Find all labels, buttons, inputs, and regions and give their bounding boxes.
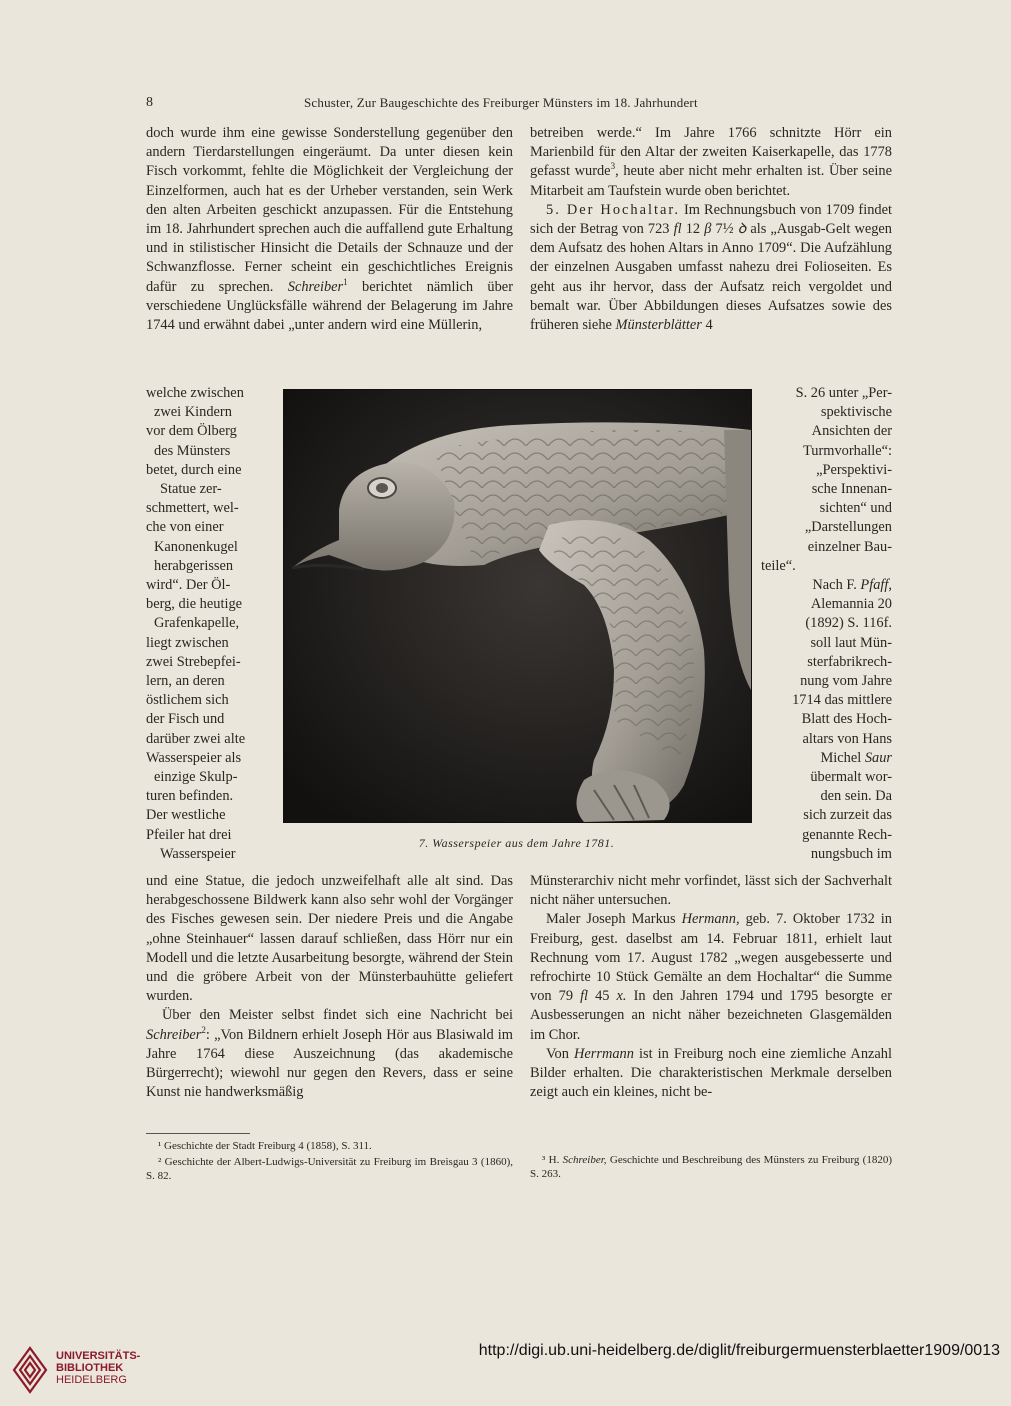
currency-schilling: β bbox=[704, 221, 712, 238]
currency-florin: fl bbox=[580, 988, 589, 1005]
paragraph-text: 4 bbox=[701, 317, 713, 334]
text-line: einzige Skulp- bbox=[154, 769, 238, 786]
text-line: „Perspektivi- bbox=[816, 461, 892, 478]
currency-pfennig: ꝺ bbox=[737, 221, 747, 238]
library-name bbox=[56, 1350, 140, 1386]
currency-florin: fl bbox=[673, 221, 682, 238]
text-line: betet, durch eine bbox=[146, 461, 242, 478]
text-line: che von einer bbox=[146, 519, 224, 536]
text-line: den sein. Da bbox=[820, 788, 892, 805]
text-line: zwei Kindern bbox=[154, 404, 232, 421]
left-wrap-text bbox=[146, 384, 258, 864]
text-line: schmettert, wel- bbox=[146, 500, 239, 517]
text-line: Blatt des Hoch- bbox=[801, 711, 892, 728]
footnotes-right bbox=[530, 1153, 892, 1183]
text-line: einzelner Bau- bbox=[807, 538, 892, 555]
text-line: östlichem sich bbox=[146, 692, 229, 709]
text-line: altars von Hans bbox=[802, 730, 892, 747]
painter-name: Herrmann bbox=[573, 1045, 634, 1062]
footnote-3 bbox=[530, 1153, 892, 1181]
text-line: herabgerissen bbox=[154, 557, 234, 574]
text-line: Pfeiler hat drei bbox=[146, 826, 232, 843]
text-line: „Darstellungen bbox=[804, 519, 892, 536]
footnotes-left bbox=[146, 1139, 513, 1185]
footnote-text: Geschichte und Beschreibung des Münsters zu Freiburg (1820) S. 263. bbox=[530, 1154, 892, 1180]
paragraph-text: ist in Freiburg noch eine ziemliche Anzahl Bilder erhalten. Die charakteristischen Merkmale derselben zeigt auch ein kleines, nicht be- bbox=[530, 1045, 892, 1101]
text-line: sche Innenan- bbox=[811, 481, 892, 498]
text-line: sich zurzeit das bbox=[803, 807, 892, 824]
paragraph-text: In den Jahren 1794 und 1795 besorgte er Ausbesserungen an nicht näher bezeichneten Glasgemälden im Chor. bbox=[530, 988, 892, 1043]
library-name-line: UNIVERSITÄTS- bbox=[56, 1350, 141, 1362]
paragraph-text: Über den Meister selbst findet sich eine Nachricht bei bbox=[162, 1007, 513, 1024]
text-line: nungsbuch im bbox=[810, 845, 892, 862]
right-wrap-text bbox=[758, 384, 892, 864]
text-fragment: Nach F. bbox=[812, 577, 861, 594]
paragraph-text: Im Rechnungsbuch von 1709 findet sich der Betrag von 723 bbox=[530, 201, 892, 238]
library-name-line: HEIDELBERG bbox=[56, 1374, 127, 1386]
footnote-mark: 1 bbox=[343, 276, 348, 287]
text-line: S. 26 unter „Per- bbox=[795, 385, 892, 401]
text-line: der Fisch und bbox=[146, 711, 225, 728]
text-line: sichten“ und bbox=[819, 500, 892, 517]
text-line: Wasserspeier bbox=[160, 845, 236, 862]
text-line: genannte Rech- bbox=[802, 826, 892, 843]
text-line: berg, die heutige bbox=[146, 596, 243, 613]
text-line: zwei Strebepfei- bbox=[146, 653, 241, 670]
footnote-text: ³ H. bbox=[542, 1154, 563, 1166]
paragraph-text: 45 bbox=[588, 988, 617, 1005]
text-line: darüber zwei alte bbox=[146, 730, 246, 747]
author-name: Schreiber bbox=[287, 278, 344, 295]
currency-kreuzer: x. bbox=[616, 988, 627, 1005]
running-title: Schuster, Zur Baugeschichte des Freiburger Münsters im 18. Jahrhundert bbox=[304, 95, 698, 110]
text-line: wird“. Der Öl- bbox=[146, 577, 231, 594]
text-line: soll laut Mün- bbox=[810, 634, 892, 651]
author-name: Saur bbox=[864, 749, 892, 766]
text-line: Alemannia 20 bbox=[810, 596, 892, 613]
text-fragment: Michel bbox=[820, 749, 865, 766]
text-line: 1714 das mittlere bbox=[792, 692, 892, 709]
paragraph-text: , heute aber nicht mehr erhalten ist. Über seine Mitarbeit am Taufstein wurde oben berichtet. bbox=[530, 163, 892, 199]
text-line: lern, an deren bbox=[146, 673, 225, 690]
page-number: 8 bbox=[146, 95, 153, 110]
text-line: des Münsters bbox=[154, 442, 231, 459]
fish-gargoyle-image bbox=[284, 390, 751, 822]
painter-name: Hermann, bbox=[681, 911, 740, 928]
text-line: (1892) S. 116f. bbox=[805, 615, 892, 632]
text-line bbox=[758, 576, 892, 595]
left-column-top bbox=[146, 124, 513, 335]
paragraph-text: doch wurde ihm eine gewisse Sonderstellung gegenüber den andern Tierdarstellungen eingeräumt. Da unter diesen kein Fisch vorkommt, fehlte die Möglichkeit der Vergleichung der Einzelformen, auch hat es der Urheber verstanden, sein Werk den alten Arbeiten geschickt anzupassen. Für die Entstehung im 18. Jahrhundert sprechen auch die auffallend gute Erhaltung und in stilistischer Hinsicht die Details der Schnauze und der Schwanzflosse. Ferner scheint ein geschichtliches Ereignis dafür zu sprechen. bbox=[146, 125, 513, 295]
right-column-top bbox=[530, 124, 892, 335]
paragraph-text: Von bbox=[546, 1045, 574, 1062]
footnote-2: ² Geschichte der Albert-Ludwigs-Universität zu Freiburg im Breisgau 3 (1860), S. 82. bbox=[146, 1156, 513, 1182]
footnote-mark: 3 bbox=[610, 161, 616, 172]
text-line: Kanonenkugel bbox=[154, 538, 238, 555]
left-column-bottom bbox=[146, 872, 513, 1102]
footnote-divider bbox=[146, 1133, 250, 1134]
footnote-mark: 2 bbox=[201, 1024, 206, 1035]
text-line: Ansichten der bbox=[811, 423, 892, 440]
paragraph-text: 7½ bbox=[711, 221, 738, 238]
text-line: Grafenkapelle, bbox=[154, 615, 240, 632]
gargoyle-photograph bbox=[283, 389, 752, 823]
caption-text: 7. Wasserspeier aus dem Jahre 1781. bbox=[418, 836, 615, 850]
text-line bbox=[758, 749, 892, 768]
text-line: welche zwischen bbox=[146, 385, 244, 401]
paragraph-text: 12 bbox=[681, 221, 705, 238]
text-line: Wasserspeier als bbox=[146, 749, 242, 766]
paragraph-text: betreiben werde.“ Im Jahre 1766 schnitzte Hörr ein Marienbild für den Altar der zweiten Kaiserkapelle, das 1778 gefasst wurde bbox=[530, 125, 892, 180]
paragraph-text: und eine Statue, die jedoch unzweifelhaft alle alt sind. Das herabgeschossene Bildwerk kann also sehr wohl der Vorgänger des Fisches gewesen sein. Der niedere Preis und die Angabe „ohne Steinhauer“ lassen darauf schließen, dass Hörr nur ein Modell und die letzte Ausarbeitung besorgte, während der Stein und die gröbere Arbeit von der Münsterbauhütte geliefert wurden. bbox=[146, 873, 514, 1005]
text-line: vor dem Ölberg bbox=[146, 423, 237, 440]
paragraph-text: : „Von Bildnern erhielt Joseph Hör aus Blasiwald im Jahre 1764 diese Auszeichnung (das akademische Bürgerrecht); wiewohl nur gegen den Revers, dass er seine Kunst nie handwerksmäßig bbox=[146, 1026, 513, 1101]
section-heading: 5. Der Hochaltar. bbox=[546, 201, 680, 218]
paragraph-text: Maler Joseph Markus bbox=[546, 911, 682, 928]
paragraph-text: geb. 7. Oktober 1732 in Freiburg, gest. daselbst am 14. Februar 1811, erhielt laut Rechnung vom 17. August 1782 „wegen ausgebesserte und refrochirte 10 Stück Gemälte an dem Hochaltar“ die Summe von 79 bbox=[530, 911, 892, 1005]
paragraph-text: berichtet nämlich über verschiedene Unglücksfälle während der Belagerung im Jahre 1744 und erwähnt dabei „unter andern wird eine Müllerin, bbox=[146, 278, 513, 334]
text-line: turen befinden. bbox=[146, 788, 234, 805]
right-column-bottom bbox=[530, 872, 892, 1102]
text-line: teile“. bbox=[761, 557, 796, 574]
paragraph-text: als „Ausgab-Gelt wegen dem Aufsatz des hohen Altars in Anno 1709“. Die Aufzählung der einzelnen Ausgaben umfasst nahezu drei Folioseiten. Es geht aus ihr hervor, dass der Aufsatz reich vergoldet und bemalt war. Über Abbildungen dieses Aufsatzes sowie des früheren siehe bbox=[530, 221, 892, 334]
text-line: sterfabrikrech- bbox=[807, 653, 892, 670]
journal-title: Münsterblätter bbox=[615, 317, 702, 334]
author-name: Schreiber, bbox=[562, 1154, 607, 1166]
text-line: liegt zwischen bbox=[146, 634, 229, 651]
text-line: spektivische bbox=[820, 404, 892, 421]
source-url-link[interactable]: http://digi.ub.uni-heidelberg.de/diglit/freiburgermuensterblaetter1909/0013 bbox=[478, 1342, 1000, 1359]
author-name: Schreiber bbox=[146, 1026, 202, 1043]
library-name-line: BIBLIOTHEK bbox=[56, 1362, 124, 1374]
text-line: Statue zer- bbox=[160, 481, 222, 498]
paragraph-text: Münsterarchiv nicht mehr vorfindet, lässt sich der Sachverhalt nicht näher untersuchen. bbox=[530, 873, 892, 909]
footnote-1: ¹ Geschichte der Stadt Freiburg 4 (1858), S. 311. bbox=[158, 1140, 372, 1152]
text-line: Der westliche bbox=[146, 807, 226, 824]
author-name: Pfaff, bbox=[860, 577, 892, 594]
text-line: nung vom Jahre bbox=[800, 673, 892, 690]
text-line: übermalt wor- bbox=[810, 769, 892, 786]
text-line: Turmvorhalle“: bbox=[803, 442, 892, 459]
